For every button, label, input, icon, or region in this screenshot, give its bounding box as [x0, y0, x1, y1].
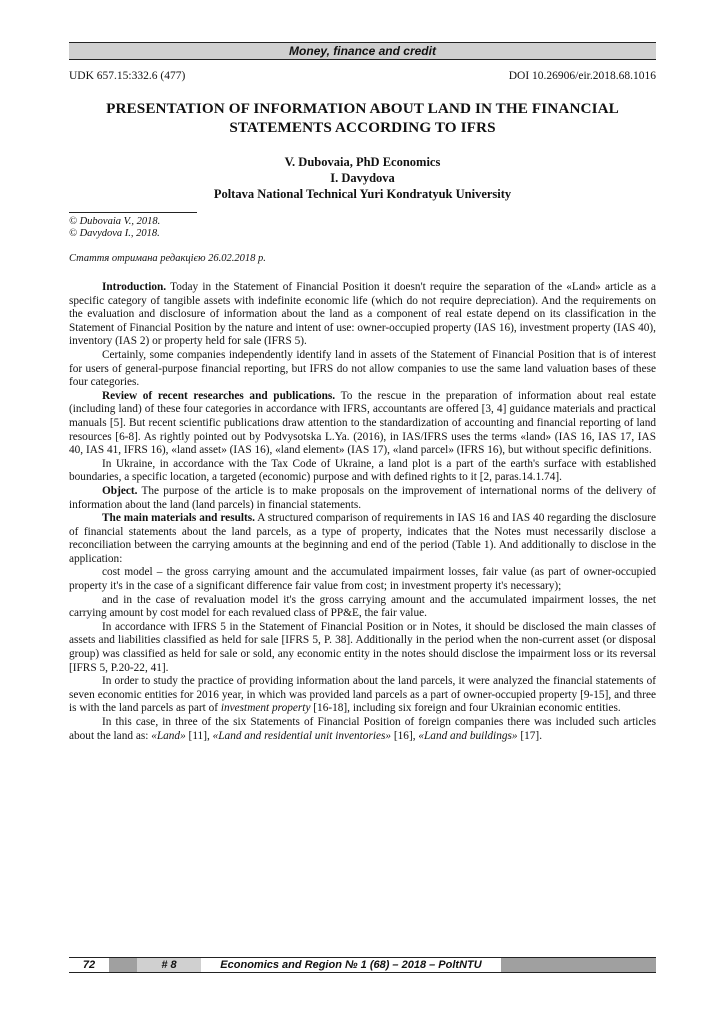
copyright-rule — [69, 212, 197, 213]
paragraph-text: Today in the Statement of Financial Position it doesn't require the separation of the «Land» article as a specific category of tangible assets with indefinite economic life (which do not require depreciation). And the requirements on the evaluation and disclosure of information about the land as a component of real estate depend on its classification in the Statement of Financial Position by the nature and intent of use: owner-occupied property (IAS 16), investment property (IAS 40), inventory (IAS 2) or property held for sale (IFRS 5). — [69, 281, 656, 348]
paragraph-text: [16-18], including six foreign and four Ukrainian economic entities. — [310, 702, 621, 715]
copyright-line-2: © Davydova I., 2018. — [69, 228, 160, 239]
emphasis: «Land and residential unit inventories» — [212, 729, 392, 742]
paragraph: Certainly, some companies independently identify land in assets of the Statement of Financial Position that is of interest for users of general-purpose financial reporting, but IFRS do not allow companies to use the same land valuation bases of these four categories. — [69, 348, 656, 389]
paragraph-text: [17]. — [517, 729, 543, 742]
copyright-block — [69, 216, 656, 240]
paragraph-text: In order to study the practice of providing information about the land parcels, it were analyzed the financial statements of seven economic entities for 2016 year, in which was provided land parcels as a part of owner-occupied property [9-15], and three is with the land parcels as part of — [69, 675, 656, 715]
paragraph-text: In this case, in three of the six Statements of Financial Position of foreign companies there was included such articles about the land as: — [69, 716, 656, 742]
emphasis: «Land» — [151, 729, 186, 742]
authors-block — [69, 154, 656, 202]
paragraph — [69, 675, 656, 716]
paragraph: and in the case of revaluation model it's the gross carrying amount and the accumulated impairment losses, the net carrying amount by cost model for each revalued class of PP&E, the fair value. — [69, 593, 656, 620]
emphasis: investment property — [220, 702, 311, 715]
paper-title — [69, 99, 656, 137]
paragraph-text: [11], — [185, 729, 213, 742]
emphasis: «Land and buildings» — [418, 729, 518, 742]
doi: DOI 10.26906/eir.2018.68.1016 — [508, 70, 656, 82]
paragraph-text: A structured comparison of requirements in IAS 16 and IAS 40 regarding the disclosure of financial statements about the land parcels, as a type of property, indicates that the Notes must necessarily disclose a reconciliation between the carrying amounts at the beginning and end of the period (Table 1). And additionally to disclose in the application: — [69, 512, 656, 565]
paragraph: In Ukraine, in accordance with the Tax Code of Ukraine, a land plot is a part of the earth's surface with established boundaries, a specific location, a targeted (economic) purpose and with defined rights to it [2, paras.14.1.74]. — [69, 457, 656, 484]
paragraph — [69, 716, 656, 743]
journal-name: Economics and Region № 1 (68) – 2018 – PoltNTU — [201, 958, 501, 972]
footer-spacer — [501, 958, 656, 972]
author-2: I. Davydova — [330, 171, 395, 185]
heading-introduction: Introduction. — [102, 281, 167, 293]
article-meta — [69, 70, 656, 82]
paragraph: cost model – the gross carrying amount and the accumulated impairment losses, fair value (as part of owner-occupied property it's in the case of a significant difference fair value from cost; in investment property it's necessary); — [69, 566, 656, 593]
paragraph-text: To the rescue in the preparation of information about real estate (including land) of these four categories in accordance with IFRS, accountants are offered [3, 4] guidance materials and practical manuals [5]. But recent scientific publications draw attention to the standardization of accounting and financial reporting of land resources [6-8]. As rightly pointed out by Podvysotska L.Ya. (2016), in IAS/IFRS uses the terms «land» (IAS 16, IAS 17, IAS 40, IAS 41, IFRS 16), «land asset» (IAS 16), «land element» (IAS 17), «land parcel» (IFRS 16), but without specific definitions. — [69, 389, 656, 457]
running-footer — [69, 957, 656, 973]
section-title: Money, finance and credit — [289, 44, 436, 58]
received-date: Стаття отримана редакцією 26.02.2018 р. — [69, 253, 266, 264]
paragraph: In accordance with IFRS 5 in the Statement of Financial Position or in Notes, it should be disclosed the main classes of assets and liabilities classified as held for sale [IFRS 5, P. 38]. Additionally in the period when the non-current asset (or disposal group) was classified as held for sale or sold, any economic entity in the notes should disclose the impairment loss or its reversal [IFRS 5, P.20-22, 41]. — [69, 620, 656, 674]
paragraph — [69, 512, 656, 566]
udk-code: UDK 657.15:332.6 (477) — [69, 70, 186, 82]
footer-spacer — [109, 958, 137, 972]
heading-object: Object. — [102, 484, 138, 497]
paragraph — [69, 390, 656, 458]
running-header — [69, 42, 656, 60]
issue-number: # 8 — [137, 958, 201, 972]
paragraph-text: The purpose of the article is to make proposals on the improvement of international norms of the delivery of information about the land (land parcels) in financial statements. — [69, 484, 656, 511]
paragraph — [69, 485, 656, 512]
paragraph-text: [16], — [391, 729, 419, 742]
affiliation: Poltava National Technical Yuri Kondratyuk University — [213, 187, 512, 201]
article-body — [69, 281, 656, 743]
paragraph — [69, 281, 656, 349]
page — [69, 42, 656, 743]
author-1: V. Dubovaia, PhD Economics — [284, 155, 441, 169]
copyright-line-1: © Dubovaia V., 2018. — [69, 216, 161, 227]
page-number: 72 — [69, 958, 109, 972]
heading-review: Review of recent researches and publications. — [102, 389, 336, 402]
heading-results: The main materials and results. — [102, 512, 255, 525]
title-line-2: STATEMENTS ACCORDING TO IFRS — [229, 119, 496, 136]
title-line-1: PRESENTATION OF INFORMATION ABOUT LAND IN THE FINANCIAL — [106, 100, 619, 117]
